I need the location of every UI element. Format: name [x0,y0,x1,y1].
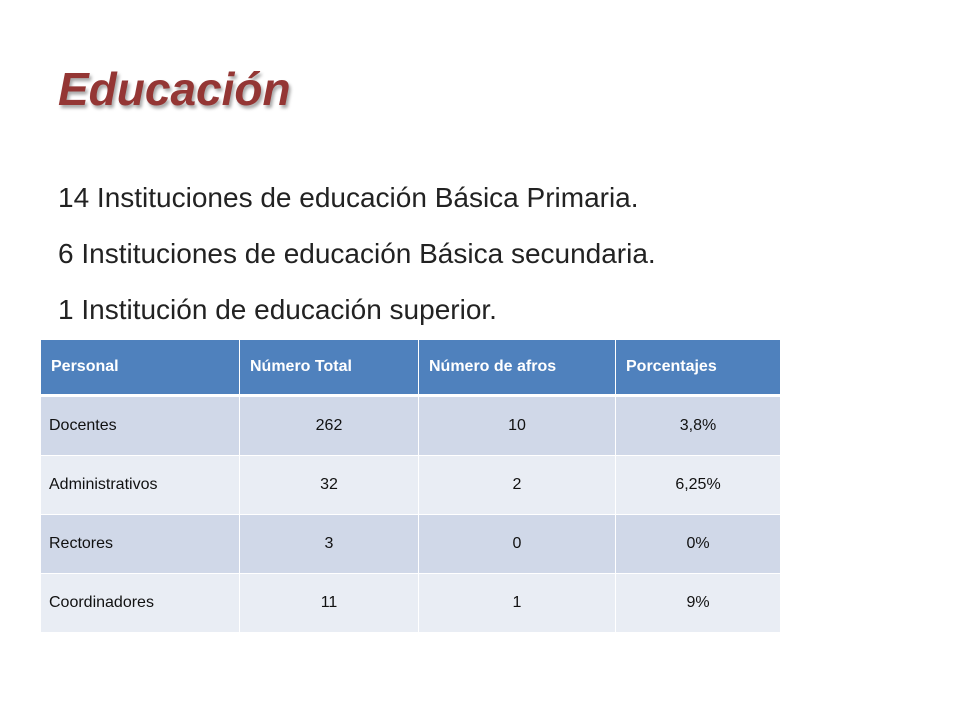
cell-afros: 0 [419,515,616,574]
staff-table [41,340,781,633]
cell-afros: 2 [419,456,616,515]
cell-total: 32 [240,456,419,515]
summary-line-secondary: 6 Instituciones de educación Básica secundaria. [58,238,656,269]
cell-percent: 0% [616,515,781,574]
table-row [41,515,781,574]
cell-afros: 1 [419,574,616,633]
summary-line-primary: 14 Instituciones de educación Básica Primaria. [58,182,639,213]
header-personal: Personal [41,340,240,396]
cell-personal: Docentes [41,396,240,456]
institution-summary [58,178,656,346]
header-numero-total: Número Total [240,340,419,396]
table-row [41,574,781,633]
cell-personal: Administrativos [41,456,240,515]
table-row [41,396,781,456]
cell-personal: Coordinadores [41,574,240,633]
cell-total: 11 [240,574,419,633]
cell-afros: 10 [419,396,616,456]
header-porcentajes: Porcentajes [616,340,781,396]
page-title: Educación [58,63,291,115]
summary-line-superior: 1 Institución de educación superior. [58,294,497,325]
cell-personal: Rectores [41,515,240,574]
table-header-row [41,340,781,396]
table-row [41,456,781,515]
header-numero-afros: Número de afros [419,340,616,396]
cell-percent: 9% [616,574,781,633]
cell-percent: 6,25% [616,456,781,515]
cell-total: 3 [240,515,419,574]
cell-percent: 3,8% [616,396,781,456]
cell-total: 262 [240,396,419,456]
